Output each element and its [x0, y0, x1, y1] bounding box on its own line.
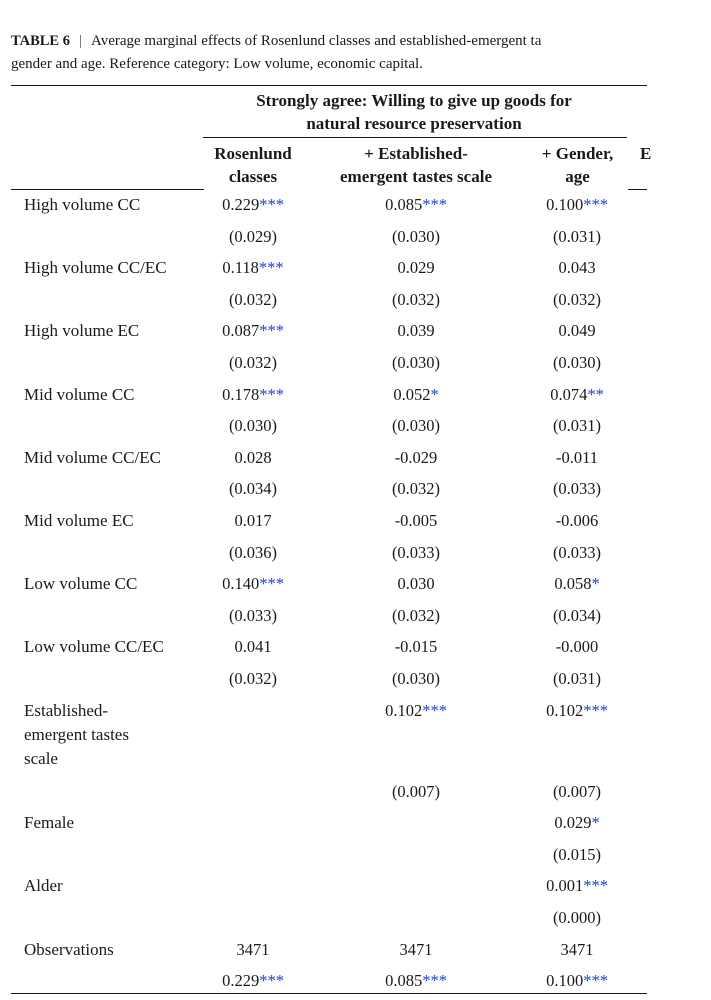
- coefficient-cell: [507, 320, 647, 342]
- coefficient-cell: [507, 875, 647, 897]
- row-label: High volume CC/EC: [24, 258, 167, 278]
- group-header-rule: [203, 137, 627, 138]
- standard-error: (0.032): [391, 479, 441, 499]
- coefficient-cell: [346, 447, 486, 469]
- standard-error: (0.032): [228, 353, 278, 372]
- standard-error: (0.033): [552, 542, 602, 562]
- standard-error: (0.031): [552, 669, 602, 688]
- significance-stars: ***: [422, 195, 447, 214]
- row-label: Mid volume CC/EC: [24, 447, 161, 467]
- col-header-2-line-1: + Established-: [364, 144, 468, 163]
- summary-cell: [346, 970, 486, 992]
- standard-error: (0.030): [391, 416, 441, 436]
- coefficient-cell: [507, 194, 647, 216]
- standard-error: (0.032): [552, 289, 602, 309]
- standard-error: (0.030): [391, 226, 441, 246]
- coefficient-value: 0.028: [234, 447, 272, 467]
- caption-line-2: gender and age. Reference category: Low volume, economic capital.: [11, 56, 423, 72]
- row-label: Low volume CC: [24, 574, 138, 594]
- col-header-1-line-2: classes: [228, 167, 278, 186]
- significance-stars: ***: [258, 258, 284, 278]
- coefficient-value: 0.041: [234, 637, 272, 657]
- standard-error: (0.000): [552, 908, 602, 927]
- coefficient-cell: [507, 573, 647, 595]
- row-label: Mid volume EC: [24, 511, 134, 530]
- coefficient-value: 0.049: [558, 321, 596, 341]
- significance-stars: ***: [583, 195, 608, 214]
- coefficient-value: -0.000: [555, 637, 599, 657]
- significance-stars: *: [591, 813, 600, 833]
- row-label: emergent tastes: [24, 724, 129, 744]
- standard-error: (0.032): [391, 289, 441, 309]
- coefficient-value: 0.074: [550, 384, 588, 404]
- coefficient-value: 0.102: [385, 700, 423, 720]
- coefficient-cell: [346, 636, 486, 658]
- coefficient-cell: [183, 636, 323, 658]
- significance-stars: ***: [422, 971, 447, 991]
- coefficient-value: 0.052: [393, 384, 431, 404]
- coefficient-value: -0.029: [394, 447, 438, 467]
- group-header-line-2: natural resource preservation: [306, 114, 522, 133]
- coefficient-value: 0.102: [546, 700, 584, 720]
- col-header-2-line-2: emergent tastes scale: [340, 167, 492, 186]
- coefficient-value: 0.029: [397, 258, 435, 278]
- coefficient-value: 0.100: [546, 195, 584, 214]
- coefficient-value: -0.006: [555, 511, 599, 530]
- standard-error: (0.030): [552, 353, 602, 372]
- caption-separator: |: [78, 33, 82, 49]
- coefficient-cell: [346, 510, 486, 532]
- coefficient-value: -0.015: [394, 637, 438, 657]
- standard-error: (0.034): [228, 479, 278, 499]
- significance-stars: *: [591, 574, 600, 594]
- coefficient-cell: [346, 700, 486, 722]
- coefficient-cell: [507, 257, 647, 279]
- standard-error: (0.034): [552, 605, 602, 625]
- row-label: Female: [24, 813, 75, 833]
- coefficient-value: 0.085: [385, 195, 423, 214]
- coefficient-value: 0.229: [222, 195, 260, 214]
- standard-error: (0.029): [228, 226, 278, 246]
- row-label: Established-: [24, 700, 109, 720]
- coefficient-cell: [507, 384, 647, 406]
- standard-error: (0.036): [228, 542, 278, 562]
- significance-stars: ***: [259, 971, 284, 991]
- coefficient-cell: [507, 636, 647, 658]
- significance-stars: ***: [259, 384, 284, 404]
- row-label: Alder: [24, 876, 63, 896]
- row-label: scale: [24, 748, 58, 768]
- coefficient-value: 3471: [560, 939, 594, 959]
- coefficient-value: -0.011: [555, 447, 598, 467]
- coefficient-value: 0.178: [222, 384, 260, 404]
- standard-error: (0.031): [552, 416, 602, 436]
- coefficient-cell: [183, 194, 323, 216]
- coefficient-value: 0.085: [385, 971, 423, 991]
- coefficient-cell: [346, 320, 486, 342]
- significance-stars: **: [587, 384, 604, 404]
- coefficient-value: 0.229: [222, 971, 260, 991]
- significance-stars: ***: [583, 971, 608, 991]
- coefficient-cell: [507, 700, 647, 722]
- table-caption: [11, 30, 711, 76]
- coefficient-value: 0.043: [558, 258, 596, 278]
- standard-error: (0.030): [391, 353, 441, 372]
- coefficient-value: 0.030: [397, 574, 435, 594]
- coefficient-value: 0.100: [546, 971, 584, 991]
- coefficient-cell: [507, 812, 647, 834]
- standard-error: (0.030): [228, 416, 278, 436]
- coefficient-value: 0.087: [222, 321, 260, 341]
- standard-error: (0.015): [552, 844, 602, 864]
- coefficient-cell: [346, 384, 486, 406]
- coefficient-cell: [507, 447, 647, 469]
- coefficient-value: 0.118: [222, 258, 259, 278]
- coefficient-value: 0.039: [397, 321, 435, 341]
- standard-error: (0.033): [228, 605, 278, 625]
- row-label: Low volume CC/EC: [24, 637, 164, 657]
- row-label: Mid volume CC: [24, 384, 135, 404]
- standard-error: (0.033): [552, 479, 602, 499]
- header-rule-left: [11, 189, 204, 190]
- summary-cell: [183, 970, 323, 992]
- coefficient-value: 0.029: [554, 813, 592, 833]
- col-header-4-cut: E: [640, 144, 652, 163]
- coefficient-cell: [346, 194, 486, 216]
- coefficient-cell: [346, 257, 486, 279]
- caption-text-1: Average marginal effects of Rosenlund classes and established-emergent ta: [90, 33, 542, 49]
- significance-stars: *: [430, 384, 439, 404]
- standard-error: (0.031): [552, 226, 602, 246]
- coefficient-value: -0.005: [394, 511, 438, 530]
- table-label: TABLE 6: [11, 33, 70, 49]
- standard-error: (0.032): [228, 669, 278, 688]
- significance-stars: ***: [259, 195, 284, 214]
- caption-line-1: [11, 30, 711, 53]
- standard-error: (0.030): [391, 669, 441, 688]
- header-rule-right: [628, 189, 647, 190]
- coefficient-cell: [507, 939, 647, 961]
- coefficient-cell: [183, 573, 323, 595]
- col-header-3-line-1: + Gender,: [541, 144, 614, 163]
- row-label: Observations: [24, 939, 114, 959]
- row-label: High volume CC: [24, 195, 141, 214]
- standard-error: (0.007): [552, 781, 602, 801]
- coefficient-cell: [507, 510, 647, 532]
- standard-error: (0.007): [391, 781, 441, 801]
- coefficient-cell: [183, 257, 323, 279]
- coefficient-value: 0.140: [222, 574, 260, 594]
- coefficient-value: 0.017: [234, 511, 272, 530]
- coefficient-value: 3471: [399, 939, 433, 959]
- coefficient-cell: [183, 447, 323, 469]
- coefficient-cell: [183, 384, 323, 406]
- standard-error: (0.032): [391, 605, 441, 625]
- standard-error: (0.033): [391, 542, 441, 562]
- col-header-1-line-1: Rosenlund: [214, 144, 292, 163]
- coefficient-cell: [183, 510, 323, 532]
- bottom-rule: [11, 993, 647, 994]
- coefficient-cell: [346, 939, 486, 961]
- coefficient-value: 0.058: [554, 574, 592, 594]
- coefficient-cell: [346, 573, 486, 595]
- significance-stars: ***: [583, 700, 608, 720]
- top-rule: [11, 85, 647, 86]
- col-header-3-line-2: age: [565, 167, 590, 186]
- row-label: High volume EC: [24, 321, 140, 341]
- standard-error: (0.032): [228, 289, 278, 309]
- group-header-line-1: Strongly agree: Willing to give up goods for: [256, 91, 572, 110]
- significance-stars: ***: [583, 876, 608, 896]
- coefficient-cell: [183, 320, 323, 342]
- significance-stars: ***: [422, 700, 447, 720]
- significance-stars: ***: [259, 574, 284, 594]
- coefficient-cell: [183, 939, 323, 961]
- coefficient-value: 0.001: [546, 876, 584, 896]
- significance-stars: ***: [259, 321, 284, 341]
- coefficient-value: 3471: [236, 939, 270, 959]
- summary-cell: [507, 970, 647, 992]
